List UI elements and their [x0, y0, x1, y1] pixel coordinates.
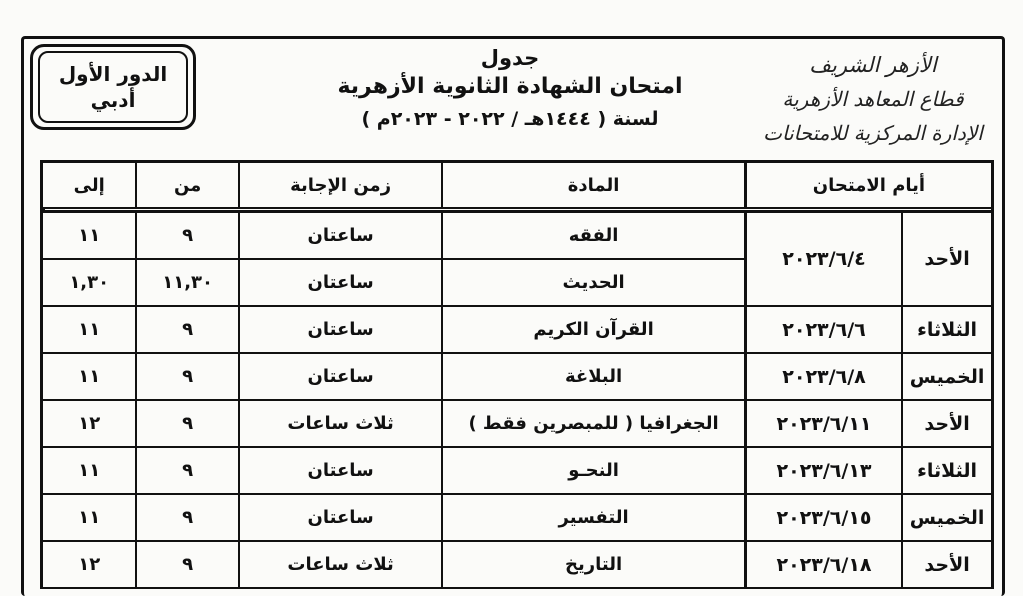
table-header-row	[43, 163, 991, 209]
day-cell: الثلاثاء	[901, 307, 991, 354]
date-cell: ٢٠٢٣/٦/٦	[744, 307, 901, 354]
day-cell: الأحد	[901, 401, 991, 448]
duration-cell: ساعتان	[238, 307, 441, 354]
to-cell: ١,٣٠	[43, 260, 135, 307]
table-row	[43, 307, 991, 354]
date-cell: ٢٠٢٣/٦/١٨	[744, 542, 901, 589]
header-days: أيام الامتحان	[744, 163, 991, 209]
date-cell: ٢٠٢٣/٦/١٥	[744, 495, 901, 542]
from-cell: ٩	[135, 495, 237, 542]
duration-cell: ساعتان	[238, 354, 441, 401]
day-cell: الأحد	[901, 542, 991, 589]
day-cell: الأحد	[901, 213, 991, 307]
round-label-inner	[38, 51, 188, 123]
header-to: إلى	[43, 163, 135, 209]
duration-cell: ساعتان	[238, 260, 441, 307]
exam-schedule-table	[40, 160, 994, 589]
to-cell: ١٢	[43, 542, 135, 589]
logo-line-3: الإدارة المركزية للامتحانات	[763, 121, 983, 145]
subject-cell: الجغرافيا ( للمبصرين فقط )	[441, 401, 744, 448]
date-cell: ٢٠٢٣/٦/٤	[744, 213, 901, 307]
round-line-2: أدبي	[90, 88, 136, 112]
day-cell: الثلاثاء	[901, 448, 991, 495]
from-cell: ٩	[135, 448, 237, 495]
from-cell: ٩	[135, 542, 237, 589]
logo-line-2: قطاع المعاهد الأزهرية	[782, 87, 964, 111]
duration-cell: ثلاث ساعات	[238, 401, 441, 448]
from-cell: ٩	[135, 307, 237, 354]
from-cell: ٩	[135, 401, 237, 448]
to-cell: ١١	[43, 354, 135, 401]
table-row	[43, 213, 991, 260]
subject-cell: التاريخ	[441, 542, 744, 589]
document-title	[330, 46, 690, 134]
round-label-box	[30, 44, 196, 130]
title-line-2: امتحان الشهادة الثانوية الأزهرية	[337, 74, 683, 99]
title-line-1: جدول	[480, 46, 540, 70]
to-cell: ١١	[43, 495, 135, 542]
table-row	[43, 542, 991, 589]
from-cell: ٩	[135, 213, 237, 260]
institution-logo-text	[752, 48, 994, 150]
duration-cell: ساعتان	[238, 495, 441, 542]
to-cell: ١١	[43, 307, 135, 354]
date-cell: ٢٠٢٣/٦/٨	[744, 354, 901, 401]
logo-line-1: الأزهر الشريف	[809, 53, 937, 77]
subject-cell: التفسير	[441, 495, 744, 542]
title-line-3: لسنة ( ١٤٤٤هـ / ٢٠٢٢ - ٢٠٢٣م )	[361, 108, 659, 130]
header-from: من	[135, 163, 237, 209]
to-cell: ١٢	[43, 401, 135, 448]
date-cell: ٢٠٢٣/٦/١٣	[744, 448, 901, 495]
subject-cell: النحـو	[441, 448, 744, 495]
to-cell: ١١	[43, 448, 135, 495]
subject-cell: البلاغة	[441, 354, 744, 401]
duration-cell: ساعتان	[238, 213, 441, 260]
header-subject: المادة	[441, 163, 744, 209]
day-cell: الخميس	[901, 495, 991, 542]
table-row	[43, 448, 991, 495]
day-cell: الخميس	[901, 354, 991, 401]
round-line-1: الدور الأول	[58, 62, 168, 86]
header-duration: زمن الإجابة	[238, 163, 441, 209]
table-row	[43, 495, 991, 542]
from-cell: ٩	[135, 354, 237, 401]
table-row	[43, 401, 991, 448]
duration-cell: ثلاث ساعات	[238, 542, 441, 589]
to-cell: ١١	[43, 213, 135, 260]
subject-cell: القرآن الكريم	[441, 307, 744, 354]
date-cell: ٢٠٢٣/٦/١١	[744, 401, 901, 448]
subject-cell: الفقه	[441, 213, 744, 260]
table-row	[43, 354, 991, 401]
from-cell: ١١,٣٠	[135, 260, 237, 307]
subject-cell: الحديث	[441, 260, 744, 307]
duration-cell: ساعتان	[238, 448, 441, 495]
